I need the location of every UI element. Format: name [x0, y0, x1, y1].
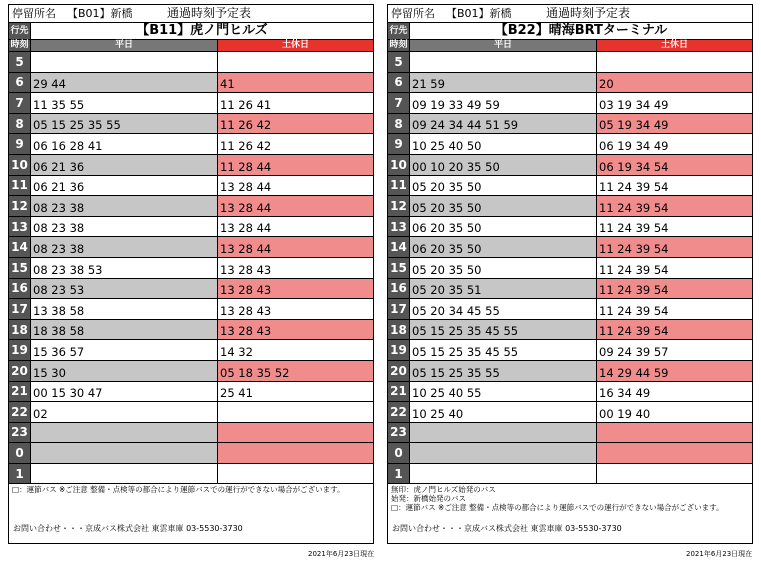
hour-cell: 10 — [388, 155, 410, 175]
weekday-times: 08 23 53 — [31, 279, 218, 299]
weekday-times — [31, 443, 218, 463]
hour-row — [388, 340, 752, 361]
weekday-times — [410, 52, 597, 72]
weekday-times: 09 24 34 44 51 59 — [410, 114, 597, 134]
sheet-header — [9, 5, 373, 23]
weekend-times: 03 19 34 49 — [597, 93, 752, 113]
hour-cell: 13 — [9, 217, 31, 237]
sheet-title: 通過時刻予定表 — [546, 6, 631, 20]
weekend-times: 11 26 42 — [218, 134, 373, 154]
hour-row — [388, 320, 752, 341]
hour-row — [9, 320, 373, 341]
weekend-times: 11 24 39 54 — [597, 237, 752, 257]
weekday-times: 08 23 38 — [31, 217, 218, 237]
weekday-times: 06 21 36 — [31, 155, 218, 175]
column-header-row — [388, 40, 752, 52]
hour-row — [9, 52, 373, 73]
hour-cell: 12 — [388, 196, 410, 216]
hour-row — [9, 299, 373, 320]
weekend-times — [597, 52, 752, 72]
weekend-times — [218, 402, 373, 422]
destination-row — [388, 23, 752, 40]
weekend-times — [218, 52, 373, 72]
hour-cell: 9 — [9, 134, 31, 154]
hour-cell: 1 — [388, 464, 410, 484]
hour-cell: 0 — [9, 443, 31, 463]
hour-row — [9, 258, 373, 279]
stop-name: 【B01】新橋 — [67, 7, 133, 20]
articulated-bus-note: □：運節バス ※ご注意 整備・点検等の都合により運節バスでの運行ができない場合がございます。 — [12, 485, 345, 495]
weekday-column-label: 平日 — [410, 40, 597, 51]
weekday-times: 08 23 38 — [31, 237, 218, 257]
hour-cell: 0 — [388, 443, 410, 463]
weekday-times: 15 30 — [31, 361, 218, 381]
destination-name: 【B11】虎ノ門ヒルズ — [136, 23, 268, 38]
stop-label: 停留所名 — [12, 7, 56, 20]
articulated-bus-note: □：運節バス ※ご注意 整備・点検等の都合により運節バスでの運行ができない場合がございます。 — [391, 503, 724, 513]
weekend-times: 00 19 40 — [597, 402, 752, 422]
weekday-times: 11 35 55 — [31, 93, 218, 113]
effective-date: 2021年6月23日現在 — [686, 550, 753, 558]
weekday-times: 06 20 35 50 — [410, 237, 597, 257]
hour-row — [388, 361, 752, 382]
hour-column-label: 時刻 — [388, 40, 410, 51]
hour-column-label: 時刻 — [9, 40, 31, 51]
weekday-times: 06 20 35 50 — [410, 217, 597, 237]
weekday-times: 21 59 — [410, 73, 597, 93]
weekend-times — [597, 443, 752, 463]
hour-row — [9, 176, 373, 197]
hour-row — [388, 402, 752, 423]
hour-cell: 21 — [9, 382, 31, 402]
weekend-times: 13 28 43 — [218, 258, 373, 278]
weekday-times: 10 25 40 — [410, 402, 597, 422]
weekday-times — [410, 443, 597, 463]
weekday-times: 05 15 25 35 55 — [410, 361, 597, 381]
hour-cell: 11 — [9, 176, 31, 196]
hour-row — [388, 382, 752, 403]
hour-row — [388, 52, 752, 73]
weekend-times: 13 28 44 — [218, 176, 373, 196]
hour-cell: 18 — [9, 320, 31, 340]
effective-date: 2021年6月23日現在 — [308, 550, 375, 558]
destination-name: 【B22】晴海BRTターミナル — [494, 23, 668, 38]
weekend-times: 11 24 39 54 — [597, 279, 752, 299]
weekend-column-label: 土休日 — [218, 40, 373, 51]
weekend-times: 13 28 44 — [218, 196, 373, 216]
weekend-times — [218, 464, 373, 484]
weekend-times: 11 24 39 54 — [597, 196, 752, 216]
hour-row — [9, 73, 373, 94]
hour-cell: 15 — [9, 258, 31, 278]
contact-info: お問い合わせ・・・京成バス株式会社 東雲車庫 03-5530-3730 — [392, 524, 622, 533]
column-header-row — [9, 40, 373, 52]
weekend-times: 11 26 41 — [218, 93, 373, 113]
weekday-times: 05 15 25 35 45 55 — [410, 320, 597, 340]
weekday-times: 05 20 34 45 55 — [410, 299, 597, 319]
weekday-times: 00 10 20 35 50 — [410, 155, 597, 175]
destination-row — [9, 23, 373, 40]
hour-row — [9, 340, 373, 361]
weekend-times: 13 28 43 — [218, 279, 373, 299]
hour-cell: 7 — [9, 93, 31, 113]
hour-cell: 22 — [9, 402, 31, 422]
hour-cell: 8 — [9, 114, 31, 134]
hour-row — [388, 73, 752, 94]
hour-row — [9, 237, 373, 258]
weekday-times: 15 36 57 — [31, 340, 218, 360]
hour-cell: 15 — [388, 258, 410, 278]
weekend-times — [218, 423, 373, 443]
hour-row — [9, 134, 373, 155]
contact-info: お問い合わせ・・・京成バス株式会社 東雲車庫 03-5530-3730 — [13, 524, 243, 533]
hour-cell: 9 — [388, 134, 410, 154]
hour-row — [388, 217, 752, 238]
weekday-times: 09 19 33 49 59 — [410, 93, 597, 113]
hour-cell: 19 — [9, 340, 31, 360]
weekday-times — [31, 464, 218, 484]
hour-row — [9, 155, 373, 176]
weekend-times: 13 28 44 — [218, 217, 373, 237]
weekday-times: 05 20 35 51 — [410, 279, 597, 299]
hour-row — [9, 361, 373, 382]
weekday-times: 05 20 35 50 — [410, 196, 597, 216]
hour-row — [388, 258, 752, 279]
hour-row — [9, 464, 373, 485]
hour-cell: 14 — [9, 237, 31, 257]
sheet-title: 通過時刻予定表 — [167, 6, 252, 20]
hour-cell: 22 — [388, 402, 410, 422]
weekday-times: 13 38 58 — [31, 299, 218, 319]
hour-row — [388, 299, 752, 320]
hour-cell: 23 — [9, 423, 31, 443]
weekday-times: 02 — [31, 402, 218, 422]
weekday-times: 29 44 — [31, 73, 218, 93]
hour-cell: 11 — [388, 176, 410, 196]
hour-cell: 10 — [9, 155, 31, 175]
hour-row — [388, 464, 752, 485]
hour-cell: 1 — [9, 464, 31, 484]
weekday-times: 08 23 38 — [31, 196, 218, 216]
weekend-times: 05 19 34 49 — [597, 114, 752, 134]
weekend-times — [218, 443, 373, 463]
weekend-times: 16 34 49 — [597, 382, 752, 402]
hour-row — [9, 382, 373, 403]
timetable-body — [388, 52, 752, 484]
weekday-times — [31, 52, 218, 72]
weekend-times: 11 24 39 54 — [597, 217, 752, 237]
hour-row — [388, 237, 752, 258]
hour-cell: 6 — [9, 73, 31, 93]
origin-note: 始発：新橋始発のバス — [391, 494, 466, 504]
hour-cell: 17 — [388, 299, 410, 319]
hour-row — [9, 279, 373, 300]
weekend-times: 11 24 39 54 — [597, 176, 752, 196]
hour-row — [388, 93, 752, 114]
hour-row — [9, 402, 373, 423]
hour-cell: 19 — [388, 340, 410, 360]
weekend-times: 11 24 39 54 — [597, 258, 752, 278]
hour-cell: 20 — [388, 361, 410, 381]
no-mark-note: 無印：虎ノ門ヒルズ始発のバス — [391, 485, 496, 495]
weekday-column-label: 平日 — [31, 40, 218, 51]
weekend-times: 11 24 39 54 — [597, 299, 752, 319]
hour-row — [388, 155, 752, 176]
weekday-times: 00 15 30 47 — [31, 382, 218, 402]
hour-cell: 23 — [388, 423, 410, 443]
hour-row — [388, 423, 752, 444]
timetable-sheet-left — [8, 4, 374, 544]
weekend-times: 13 28 44 — [218, 237, 373, 257]
weekend-times: 11 26 42 — [218, 114, 373, 134]
hour-cell: 17 — [9, 299, 31, 319]
weekday-times: 05 15 25 35 45 55 — [410, 340, 597, 360]
weekday-times: 10 25 40 55 — [410, 382, 597, 402]
hour-cell: 20 — [9, 361, 31, 381]
hour-cell: 13 — [388, 217, 410, 237]
timetable-sheet-right — [387, 4, 753, 544]
weekend-times: 25 41 — [218, 382, 373, 402]
hour-row — [9, 423, 373, 444]
hour-row — [388, 279, 752, 300]
weekend-times: 13 28 43 — [218, 320, 373, 340]
weekend-times: 06 19 34 49 — [597, 134, 752, 154]
hour-row — [388, 114, 752, 135]
hour-row — [9, 93, 373, 114]
hour-row — [388, 176, 752, 197]
hour-cell: 21 — [388, 382, 410, 402]
weekend-times — [597, 464, 752, 484]
hour-cell: 7 — [388, 93, 410, 113]
weekend-times: 11 24 39 54 — [597, 320, 752, 340]
weekend-times: 13 28 43 — [218, 299, 373, 319]
stop-label: 停留所名 — [391, 7, 435, 20]
destination-label: 行先 — [9, 23, 31, 39]
hour-row — [9, 443, 373, 464]
weekend-times: 09 24 39 57 — [597, 340, 752, 360]
weekend-times: 05 18 35 52 — [218, 361, 373, 381]
weekend-column-label: 土休日 — [597, 40, 752, 51]
hour-row — [388, 196, 752, 217]
weekday-times: 06 16 28 41 — [31, 134, 218, 154]
hour-cell: 16 — [9, 279, 31, 299]
hour-row — [388, 443, 752, 464]
hour-cell: 5 — [388, 52, 410, 72]
weekday-times: 08 23 38 53 — [31, 258, 218, 278]
timetable-body — [9, 52, 373, 484]
weekday-times — [31, 423, 218, 443]
destination-label: 行先 — [388, 23, 410, 39]
weekend-times: 41 — [218, 73, 373, 93]
weekend-times: 14 32 — [218, 340, 373, 360]
weekend-times: 11 28 44 — [218, 155, 373, 175]
hour-cell: 6 — [388, 73, 410, 93]
weekend-times — [597, 423, 752, 443]
hour-row — [9, 196, 373, 217]
weekday-times: 05 20 35 50 — [410, 176, 597, 196]
weekday-times — [410, 423, 597, 443]
weekend-times: 20 — [597, 73, 752, 93]
hour-cell: 12 — [9, 196, 31, 216]
hour-cell: 18 — [388, 320, 410, 340]
hour-row — [388, 134, 752, 155]
hour-cell: 8 — [388, 114, 410, 134]
stop-name: 【B01】新橋 — [446, 7, 512, 20]
hour-row — [9, 217, 373, 238]
weekend-times: 06 19 34 54 — [597, 155, 752, 175]
weekday-times: 05 20 35 50 — [410, 258, 597, 278]
hour-cell: 5 — [9, 52, 31, 72]
weekday-times: 18 38 58 — [31, 320, 218, 340]
hour-cell: 14 — [388, 237, 410, 257]
weekday-times — [410, 464, 597, 484]
sheet-header — [388, 5, 752, 23]
hour-row — [9, 114, 373, 135]
hour-cell: 16 — [388, 279, 410, 299]
weekday-times: 06 21 36 — [31, 176, 218, 196]
weekday-times: 05 15 25 35 55 — [31, 114, 218, 134]
weekend-times: 14 29 44 59 — [597, 361, 752, 381]
weekday-times: 10 25 40 50 — [410, 134, 597, 154]
